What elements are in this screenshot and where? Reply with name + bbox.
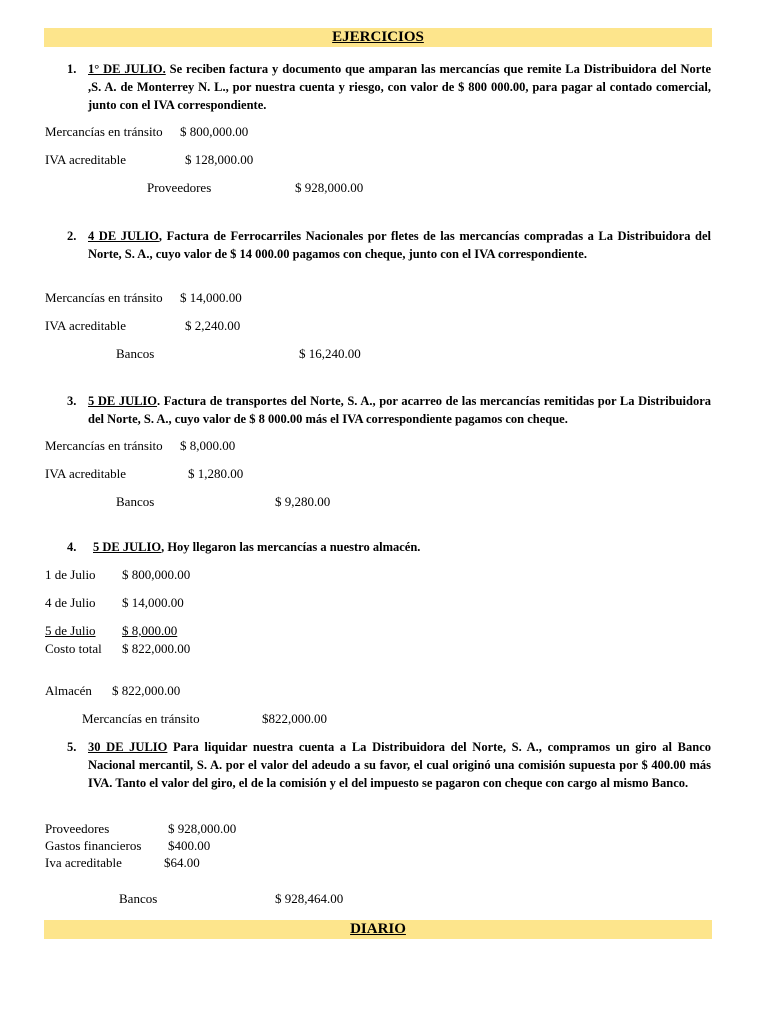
entry-label: IVA acreditable [45,152,126,167]
entry-amount: $822,000.00 [262,711,327,726]
entry-label: IVA acreditable [45,318,126,333]
entry-label: Iva acreditable [45,855,122,870]
exercise-description: . Factura de transportes del Norte, S. A., por acarreo de las mercancías remitidas por La Distribuidora del Norte, S. A., cuyo valor de $ 8 000.00 más el IVA correspondiente pagamos con cheque. [88,394,711,426]
entry-label: Bancos [119,891,158,906]
entry-label: Almacén [45,683,92,698]
summary-amount: $ 14,000.00 [122,595,184,610]
entry-amount: $400.00 [168,838,211,853]
entry-amount: $ 9,280.00 [275,494,331,509]
entry-amount: $ 822,000.00 [112,683,181,698]
exercise-text [88,227,711,263]
entry-amount: $ 8,000.00 [180,438,236,453]
exercise-number: 3. [67,394,77,408]
entry-amount: $ 928,000.00 [168,821,237,836]
entry-label: Bancos [116,494,155,509]
summary-amount: $ 822,000.00 [122,641,191,656]
exercise-date: 5 DE JULIO [88,394,158,408]
summary-label: 4 de Julio [45,595,96,610]
exercise-number: 5. [67,740,77,754]
exercise-text [88,738,711,792]
exercise-text [88,392,711,428]
exercise-description: , Factura de Ferrocarriles Nacionales por fletes de las mercancías compradas a La Distribuidora del Norte, S. A., cuyo valor de $ 14 000.00 pagamos con cheque, junto con el IVA correspondiente. [88,229,711,261]
entry-label: Mercancías en tránsito [45,438,163,453]
exercise-number: 1. [67,62,77,76]
summary-label: 5 de Julio [45,623,96,638]
exercise-description: , Hoy llegaron las mercancías a nuestro almacén. [161,540,421,554]
entry-amount: $ 928,464.00 [275,891,344,906]
entry-label: IVA acreditable [45,466,126,481]
entry-label: Proveedores [147,180,212,195]
entry-label: Mercancías en tránsito [45,290,163,305]
exercise-text [93,538,716,556]
entry-amount: $ 2,240.00 [185,318,241,333]
entry-amount: $ 800,000.00 [180,124,249,139]
entry-amount: $ 1,280.00 [188,466,244,481]
entry-amount: $ 14,000.00 [180,290,242,305]
entry-label: Proveedores [45,821,110,836]
exercise-number: 2. [67,229,77,243]
exercise-date: 4 DE JULIO [88,229,159,243]
entry-label: Gastos financieros [45,838,142,853]
heading-diario: DIARIO [44,920,712,939]
exercise-text [88,60,711,114]
entry-amount: $64.00 [164,855,200,870]
exercise-description: Se reciben factura y documento que amparan las mercancías que remite La Distribuidora del Norte ,S. A. de Monterrey N. L., por nuestra cuenta y riesgo, con valor de $ 800 000.00, para pagar al contado comercial, junto con el IVA correspondiente. [88,62,711,112]
summary-label: Costo total [45,641,102,656]
exercise-date: 30 DE JULIO [88,740,168,754]
entry-amount: $ 16,240.00 [299,346,361,361]
entry-amount: $ 128,000.00 [185,152,254,167]
entry-label: Mercancías en tránsito [82,711,200,726]
exercise-date: 1° DE JULIO. [88,62,166,76]
summary-label: 1 de Julio [45,567,96,582]
exercise-date: 5 DE JULIO [93,540,162,554]
entry-amount: $ 928,000.00 [295,180,364,195]
summary-amount: $ 8,000.00 [122,623,178,638]
summary-amount: $ 800,000.00 [122,567,191,582]
entry-label: Bancos [116,346,155,361]
heading-ejercicios: EJERCICIOS [44,28,712,47]
entry-label: Mercancías en tránsito [45,124,163,139]
exercise-description: Para liquidar nuestra cuenta a La Distribuidora del Norte, S. A., compramos un giro al Banco Nacional mercantil, S. A. por el valor del adeudo a su favor, el cual originó una comisión supuesta por $ 400.00 más IVA. Tanto el valor del giro, el de la comisión y el del impuesto se pagaron con cheque con cargo al mismo Banco. [88,740,711,790]
exercise-number: 4. [67,540,77,554]
